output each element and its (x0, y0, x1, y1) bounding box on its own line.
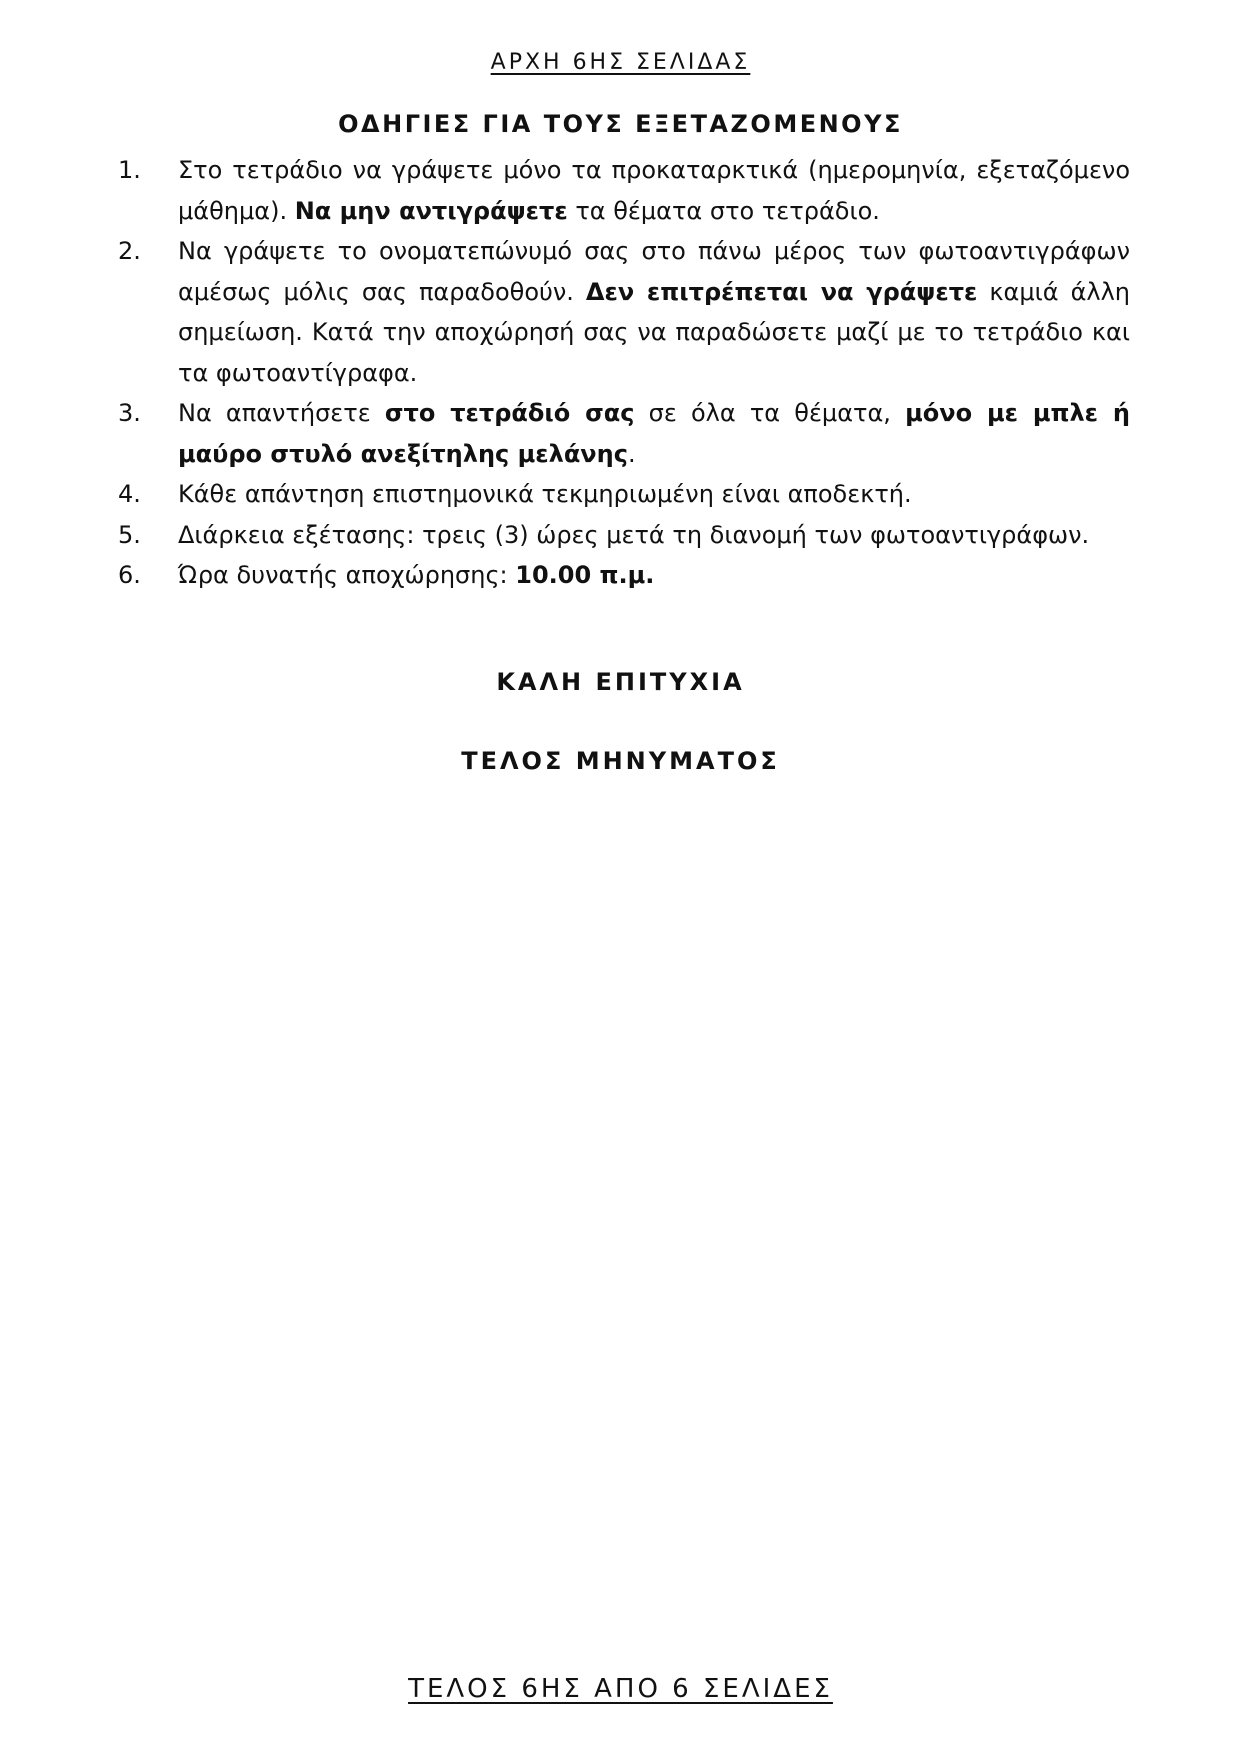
page-header: ΑΡΧΗ 6ΗΣ ΣΕΛΙΔΑΣ (490, 50, 751, 75)
item-text-part: Στο τετράδιο να γράψετε μόνο τα προκαταρκτικά (ημερομηνία, εξεταζόμενο μάθημα). (178, 156, 1130, 225)
list-item (118, 515, 1130, 556)
list-item (118, 474, 1130, 515)
list-item (118, 150, 1130, 231)
item-text-part-bold: 10.00 π.μ. (515, 561, 655, 589)
item-text-part: Ώρα δυνατής αποχώρησης: (178, 561, 516, 589)
item-text-part-bold: Δεν επιτρέπεται να γράψετε (585, 277, 978, 306)
end-message-heading: ΤΕΛΟΣ ΜΗΝΥΜΑΤΟΣ (461, 747, 780, 775)
list-item (118, 393, 1130, 474)
item-text (178, 150, 1130, 231)
item-text-part: Κάθε απάντηση επιστημονικά τεκμηριωμένη είναι αποδεκτή. (178, 480, 912, 508)
item-text-part: καμιά άλλη σημείωση. Κατά την αποχώρησή σας να παραδώσετε μαζί με το τετράδιο και τα φωτοαντίγραφα. (178, 277, 1131, 387)
item-number: 6. (118, 561, 141, 589)
item-text-part: σε όλα τα θέματα, (634, 399, 906, 427)
instructions-title: ΟΔΗΓΙΕΣ ΓΙΑ ΤΟΥΣ ΕΞΕΤΑΖΟΜΕΝΟΥΣ (338, 110, 903, 138)
item-text-part: Να γράψετε το ονοματεπώνυμό σας στο πάνω μέρος των φωτοαντιγράφων αμέσως μόλις σας παραδοθούν. (178, 237, 1130, 306)
item-text-part-bold: Να μην αντιγράψετε (294, 196, 568, 225)
item-text (178, 515, 1130, 556)
item-text-part-bold: στο τετράδιό σας (384, 399, 635, 427)
instructions-list (118, 150, 1130, 596)
page-footer: ΤΕΛΟΣ 6ΗΣ ΑΠΟ 6 ΣΕΛΙΔΕΣ (408, 1674, 833, 1704)
item-text-part: Διάρκεια εξέτασης: τρεις (3) ώρες μετά τη διανομή των φωτοαντιγράφων. (178, 520, 1090, 549)
list-item (118, 555, 1130, 596)
item-number: 1. (118, 156, 141, 184)
item-text-part-bold: μόνο με μπλε ή μαύρο στυλό ανεξίτηλης μελάνης (178, 399, 1130, 468)
item-text (178, 555, 1130, 596)
item-number: 2. (118, 237, 141, 265)
list-item (118, 231, 1130, 393)
item-text-part: . (627, 439, 636, 468)
item-number: 3. (118, 399, 141, 427)
item-number: 5. (118, 520, 141, 549)
item-text-part: Να απαντήσετε (178, 399, 385, 427)
item-text (178, 231, 1130, 393)
item-number: 4. (118, 480, 141, 508)
good-luck-heading: ΚΑΛΗ ΕΠΙΤΥΧΙΑ (496, 668, 745, 696)
item-text (178, 474, 1130, 515)
item-text (178, 393, 1130, 474)
item-text-part: τα θέματα στο τετράδιο. (567, 196, 880, 225)
